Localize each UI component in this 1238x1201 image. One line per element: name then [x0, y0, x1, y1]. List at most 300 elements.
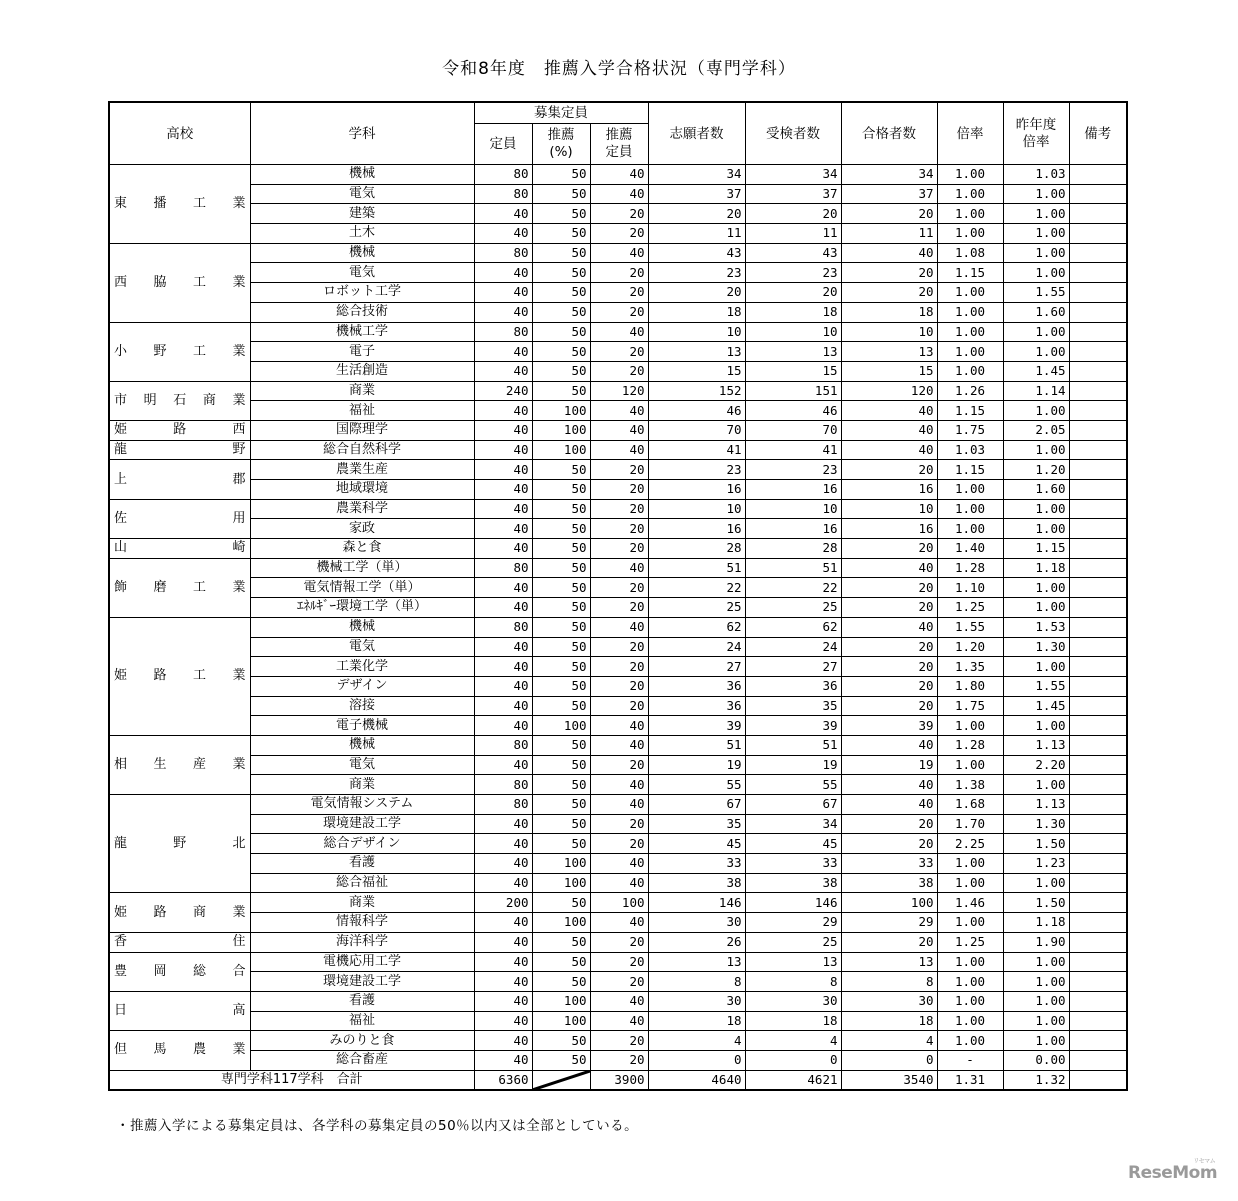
- quota-cell: 40: [474, 834, 532, 854]
- rec-quota-cell: 20: [590, 676, 648, 696]
- applicants-cell: 20: [648, 204, 745, 224]
- rec-pct-cell: 50: [532, 578, 590, 598]
- header-dept: 学科: [250, 102, 474, 165]
- examinees-cell: 13: [745, 952, 841, 972]
- passed-cell: 0: [841, 1050, 937, 1070]
- ratio-cell: 1.46: [937, 893, 1003, 913]
- prev-ratio-cell: 1.00: [1003, 991, 1069, 1011]
- school-name: 香住: [109, 932, 250, 952]
- quota-cell: 40: [474, 1011, 532, 1031]
- examinees-cell: 39: [745, 716, 841, 736]
- quota-cell: 40: [474, 342, 532, 362]
- ratio-cell: 1.00: [937, 1031, 1003, 1051]
- passed-cell: 8: [841, 972, 937, 992]
- rec-quota-cell: 20: [590, 932, 648, 952]
- examinees-cell: 16: [745, 519, 841, 539]
- rec-quota-cell: 20: [590, 657, 648, 677]
- total-applicants: 4640: [648, 1070, 745, 1090]
- rec-quota-cell: 40: [590, 558, 648, 578]
- table-row: [109, 539, 1127, 559]
- ratio-cell: 1.00: [937, 184, 1003, 204]
- rec-pct-cell: 50: [532, 283, 590, 303]
- remarks-cell: [1069, 165, 1127, 185]
- prev-ratio-cell: 1.03: [1003, 165, 1069, 185]
- ratio-cell: 1.00: [937, 283, 1003, 303]
- ratio-cell: 1.00: [937, 224, 1003, 244]
- ratio-cell: 1.25: [937, 598, 1003, 618]
- applicants-cell: 11: [648, 224, 745, 244]
- table-row: [109, 243, 1127, 263]
- examinees-cell: 43: [745, 243, 841, 263]
- quota-cell: 40: [474, 913, 532, 933]
- dept-name-cell: デザイン: [250, 676, 474, 696]
- rec-pct-cell: 50: [532, 302, 590, 322]
- table-row: [109, 480, 1127, 500]
- passed-cell: 20: [841, 834, 937, 854]
- dept-name-cell: 電子: [250, 342, 474, 362]
- prev-ratio-cell: 1.00: [1003, 342, 1069, 362]
- remarks-cell: [1069, 480, 1127, 500]
- header-examinees: 受検者数: [745, 102, 841, 165]
- prev-ratio-cell: 1.45: [1003, 361, 1069, 381]
- rec-quota-cell: 20: [590, 342, 648, 362]
- prev-ratio-cell: 1.30: [1003, 637, 1069, 657]
- page-title: 令和8年度 推薦入学合格状況（専門学科）: [442, 59, 796, 79]
- rec-quota-cell: 20: [590, 480, 648, 500]
- passed-cell: 20: [841, 637, 937, 657]
- table-row: [109, 1031, 1127, 1051]
- table-row: [109, 322, 1127, 342]
- ratio-cell: 1.80: [937, 676, 1003, 696]
- quota-cell: 40: [474, 480, 532, 500]
- quota-cell: 40: [474, 755, 532, 775]
- prev-ratio-cell: 1.00: [1003, 716, 1069, 736]
- ratio-cell: 1.08: [937, 243, 1003, 263]
- passed-cell: 20: [841, 578, 937, 598]
- remarks-cell: [1069, 204, 1127, 224]
- passed-cell: 13: [841, 342, 937, 362]
- prev-ratio-cell: 1.00: [1003, 263, 1069, 283]
- rec-quota-cell: 20: [590, 499, 648, 519]
- ratio-cell: 1.00: [937, 952, 1003, 972]
- applicants-cell: 36: [648, 696, 745, 716]
- quota-cell: 80: [474, 617, 532, 637]
- quota-cell: 40: [474, 932, 532, 952]
- quota-cell: 40: [474, 204, 532, 224]
- prev-ratio-cell: 1.50: [1003, 834, 1069, 854]
- table-row: [109, 617, 1127, 637]
- quota-cell: 40: [474, 224, 532, 244]
- ratio-cell: 2.25: [937, 834, 1003, 854]
- passed-cell: 40: [841, 401, 937, 421]
- applicants-cell: 22: [648, 578, 745, 598]
- table-row: [109, 558, 1127, 578]
- examinees-cell: 0: [745, 1050, 841, 1070]
- passed-cell: 20: [841, 539, 937, 559]
- ratio-cell: 1.00: [937, 361, 1003, 381]
- prev-ratio-cell: 1.00: [1003, 440, 1069, 460]
- table-row: [109, 716, 1127, 736]
- prev-ratio-cell: 1.00: [1003, 243, 1069, 263]
- prev-ratio-cell: 1.60: [1003, 480, 1069, 500]
- rec-quota-cell: 40: [590, 716, 648, 736]
- passed-cell: 20: [841, 696, 937, 716]
- header-ratio: 倍率: [937, 102, 1003, 165]
- passed-cell: 16: [841, 480, 937, 500]
- applicants-cell: 35: [648, 814, 745, 834]
- ratio-cell: 1.00: [937, 519, 1003, 539]
- rec-quota-cell: 120: [590, 381, 648, 401]
- passed-cell: 40: [841, 440, 937, 460]
- applicants-cell: 152: [648, 381, 745, 401]
- rec-pct-cell: 50: [532, 263, 590, 283]
- school-name: 東播工業: [109, 165, 250, 244]
- applicants-cell: 13: [648, 952, 745, 972]
- rec-pct-cell: 100: [532, 420, 590, 440]
- applicants-cell: 46: [648, 401, 745, 421]
- passed-cell: 20: [841, 814, 937, 834]
- rec-quota-cell: 100: [590, 893, 648, 913]
- school-name: 相生産業: [109, 735, 250, 794]
- remarks-cell: [1069, 539, 1127, 559]
- rec-pct-cell: 100: [532, 401, 590, 421]
- passed-cell: 40: [841, 420, 937, 440]
- passed-cell: 20: [841, 932, 937, 952]
- header-applicants: 志願者数: [648, 102, 745, 165]
- dept-name-cell: 電気: [250, 263, 474, 283]
- quota-cell: 40: [474, 361, 532, 381]
- table-row: [109, 972, 1127, 992]
- ratio-cell: 1.70: [937, 814, 1003, 834]
- school-name: 山崎: [109, 539, 250, 559]
- table-row: [109, 854, 1127, 874]
- remarks-cell: [1069, 1050, 1127, 1070]
- prev-ratio-cell: 1.00: [1003, 578, 1069, 598]
- total-ratio: 1.31: [937, 1070, 1003, 1090]
- remarks-cell: [1069, 381, 1127, 401]
- prev-ratio-cell: 1.45: [1003, 696, 1069, 716]
- remarks-cell: [1069, 361, 1127, 381]
- remarks-cell: [1069, 657, 1127, 677]
- remarks-cell: [1069, 440, 1127, 460]
- ratio-cell: 1.00: [937, 716, 1003, 736]
- remarks-cell: [1069, 401, 1127, 421]
- rec-quota-cell: 20: [590, 755, 648, 775]
- rec-quota-cell: 40: [590, 735, 648, 755]
- applicants-cell: 24: [648, 637, 745, 657]
- rec-quota-cell: 40: [590, 854, 648, 874]
- quota-cell: 40: [474, 854, 532, 874]
- dept-name-cell: 電気情報システム: [250, 795, 474, 815]
- prev-ratio-cell: 1.50: [1003, 893, 1069, 913]
- applicants-cell: 55: [648, 775, 745, 795]
- table-row: [109, 696, 1127, 716]
- prev-ratio-cell: 1.18: [1003, 558, 1069, 578]
- quota-cell: 80: [474, 735, 532, 755]
- examinees-cell: 25: [745, 598, 841, 618]
- ratio-cell: 1.00: [937, 322, 1003, 342]
- table-row: [109, 184, 1127, 204]
- rec-quota-cell: 40: [590, 243, 648, 263]
- passed-cell: 34: [841, 165, 937, 185]
- remarks-cell: [1069, 834, 1127, 854]
- rec-pct-cell: 50: [532, 952, 590, 972]
- dept-name-cell: 生活創造: [250, 361, 474, 381]
- passed-cell: 20: [841, 204, 937, 224]
- school-name: 龍野: [109, 440, 250, 460]
- remarks-cell: [1069, 696, 1127, 716]
- passed-cell: 40: [841, 735, 937, 755]
- applicants-cell: 70: [648, 420, 745, 440]
- rec-quota-cell: 20: [590, 302, 648, 322]
- quota-cell: 40: [474, 696, 532, 716]
- ratio-cell: 1.10: [937, 578, 1003, 598]
- table-row: [109, 499, 1127, 519]
- table-row: [109, 657, 1127, 677]
- examinees-cell: 34: [745, 814, 841, 834]
- passed-cell: 100: [841, 893, 937, 913]
- quota-cell: 40: [474, 716, 532, 736]
- prev-ratio-cell: 0.00: [1003, 1050, 1069, 1070]
- rec-pct-cell: 50: [532, 696, 590, 716]
- examinees-cell: 55: [745, 775, 841, 795]
- applicants-cell: 51: [648, 735, 745, 755]
- dept-name-cell: 商業: [250, 381, 474, 401]
- quota-cell: 240: [474, 381, 532, 401]
- examinees-cell: 46: [745, 401, 841, 421]
- school-name: 西脇工業: [109, 243, 250, 322]
- examinees-cell: 41: [745, 440, 841, 460]
- quota-cell: 40: [474, 991, 532, 1011]
- ratio-cell: 1.55: [937, 617, 1003, 637]
- dept-name-cell: 海洋科学: [250, 932, 474, 952]
- rec-quota-cell: 40: [590, 401, 648, 421]
- table-footer: [109, 1070, 1127, 1090]
- rec-pct-cell: 50: [532, 381, 590, 401]
- remarks-cell: [1069, 558, 1127, 578]
- rec-pct-cell: 50: [532, 243, 590, 263]
- remarks-cell: [1069, 932, 1127, 952]
- remarks-cell: [1069, 814, 1127, 834]
- passed-cell: 30: [841, 991, 937, 1011]
- dept-name-cell: 機械: [250, 165, 474, 185]
- rec-pct-cell: 50: [532, 598, 590, 618]
- examinees-cell: 24: [745, 637, 841, 657]
- remarks-cell: [1069, 499, 1127, 519]
- ratio-cell: 1.00: [937, 873, 1003, 893]
- dept-name-cell: 機械: [250, 735, 474, 755]
- applicants-cell: 43: [648, 243, 745, 263]
- remarks-cell: [1069, 420, 1127, 440]
- table-row: [109, 440, 1127, 460]
- dept-name-cell: 国際理学: [250, 420, 474, 440]
- table-row: [109, 420, 1127, 440]
- dept-name-cell: 情報科学: [250, 913, 474, 933]
- applicants-cell: 10: [648, 499, 745, 519]
- total-rec-pct-slash: [532, 1070, 590, 1090]
- quota-cell: 40: [474, 499, 532, 519]
- passed-cell: 40: [841, 558, 937, 578]
- table-row: [109, 283, 1127, 303]
- remarks-cell: [1069, 263, 1127, 283]
- prev-ratio-cell: 1.00: [1003, 401, 1069, 421]
- passed-cell: 11: [841, 224, 937, 244]
- dept-name-cell: 機械: [250, 243, 474, 263]
- quota-cell: 40: [474, 1031, 532, 1051]
- rec-pct-cell: 50: [532, 814, 590, 834]
- passed-cell: 20: [841, 283, 937, 303]
- dept-name-cell: 機械: [250, 617, 474, 637]
- ratio-cell: 1.75: [937, 420, 1003, 440]
- remarks-cell: [1069, 283, 1127, 303]
- prev-ratio-cell: 1.00: [1003, 499, 1069, 519]
- examinees-cell: 10: [745, 499, 841, 519]
- applicants-cell: 67: [648, 795, 745, 815]
- ratio-cell: 1.15: [937, 401, 1003, 421]
- table-row: [109, 263, 1127, 283]
- prev-ratio-cell: 1.53: [1003, 617, 1069, 637]
- applicants-cell: 4: [648, 1031, 745, 1051]
- rec-pct-cell: 50: [532, 204, 590, 224]
- quota-cell: 80: [474, 184, 532, 204]
- applicants-cell: 13: [648, 342, 745, 362]
- examinees-cell: 45: [745, 834, 841, 854]
- examinees-cell: 4: [745, 1031, 841, 1051]
- total-remarks: [1069, 1070, 1127, 1090]
- table-row: [109, 578, 1127, 598]
- rec-quota-cell: 20: [590, 224, 648, 244]
- applicants-cell: 37: [648, 184, 745, 204]
- school-name: 但馬農業: [109, 1031, 250, 1070]
- passed-cell: 29: [841, 913, 937, 933]
- remarks-cell: [1069, 854, 1127, 874]
- quota-cell: 40: [474, 302, 532, 322]
- rec-pct-cell: 50: [532, 184, 590, 204]
- rec-pct-cell: 50: [532, 519, 590, 539]
- dept-name-cell: 商業: [250, 893, 474, 913]
- applicants-cell: 30: [648, 991, 745, 1011]
- dept-name-cell: 農業生産: [250, 460, 474, 480]
- quota-cell: 80: [474, 775, 532, 795]
- passed-cell: 18: [841, 1011, 937, 1031]
- rec-pct-cell: 50: [532, 342, 590, 362]
- total-prev-ratio: 1.32: [1003, 1070, 1069, 1090]
- prev-ratio-cell: 1.55: [1003, 283, 1069, 303]
- applicants-cell: 38: [648, 873, 745, 893]
- rec-quota-cell: 20: [590, 539, 648, 559]
- dept-name-cell: 商業: [250, 775, 474, 795]
- prev-ratio-cell: 1.00: [1003, 322, 1069, 342]
- quota-cell: 40: [474, 578, 532, 598]
- logo-subtext: リセマム: [1193, 1158, 1216, 1165]
- passed-cell: 120: [841, 381, 937, 401]
- rec-quota-cell: 20: [590, 263, 648, 283]
- table-row: [109, 519, 1127, 539]
- ratio-cell: 1.00: [937, 342, 1003, 362]
- quota-cell: 40: [474, 657, 532, 677]
- remarks-cell: [1069, 873, 1127, 893]
- quota-cell: 40: [474, 519, 532, 539]
- quota-cell: 200: [474, 893, 532, 913]
- prev-ratio-cell: 1.23: [1003, 854, 1069, 874]
- logo-text: ReseMom: [1128, 1163, 1218, 1183]
- rec-quota-cell: 20: [590, 1031, 648, 1051]
- rec-pct-cell: 50: [532, 165, 590, 185]
- remarks-cell: [1069, 184, 1127, 204]
- ratio-cell: 1.15: [937, 460, 1003, 480]
- table-row: [109, 598, 1127, 618]
- applicants-cell: 33: [648, 854, 745, 874]
- applicants-cell: 28: [648, 539, 745, 559]
- school-name: 日高: [109, 991, 250, 1030]
- dept-name-cell: 環境建設工学: [250, 972, 474, 992]
- school-name: 佐用: [109, 499, 250, 538]
- examinees-cell: 36: [745, 676, 841, 696]
- examinees-cell: 30: [745, 991, 841, 1011]
- rec-pct-cell: 50: [532, 558, 590, 578]
- table-row: [109, 637, 1127, 657]
- remarks-cell: [1069, 952, 1127, 972]
- rec-quota-cell: 20: [590, 637, 648, 657]
- rec-quota-cell: 40: [590, 440, 648, 460]
- applicants-cell: 16: [648, 480, 745, 500]
- dept-name-cell: 電機応用工学: [250, 952, 474, 972]
- rec-quota-cell: 40: [590, 617, 648, 637]
- rec-pct-cell: 100: [532, 716, 590, 736]
- footnote: ・推薦入学による募集定員は、各学科の募集定員の50％以内又は全部としている。: [116, 1118, 639, 1134]
- remarks-cell: [1069, 302, 1127, 322]
- prev-ratio-cell: 1.00: [1003, 873, 1069, 893]
- dept-name-cell: 福祉: [250, 1011, 474, 1031]
- applicants-cell: 62: [648, 617, 745, 637]
- rec-quota-cell: 20: [590, 1050, 648, 1070]
- quota-cell: 80: [474, 795, 532, 815]
- school-name: 小野工業: [109, 322, 250, 381]
- examinees-cell: 35: [745, 696, 841, 716]
- rec-quota-cell: 20: [590, 204, 648, 224]
- table-row: [109, 401, 1127, 421]
- dept-name-cell: 総合技術: [250, 302, 474, 322]
- ratio-cell: 1.00: [937, 204, 1003, 224]
- examinees-cell: 19: [745, 755, 841, 775]
- remarks-cell: [1069, 972, 1127, 992]
- table-row: [109, 204, 1127, 224]
- passed-cell: 16: [841, 519, 937, 539]
- applicants-cell: 19: [648, 755, 745, 775]
- dept-name-cell: 土木: [250, 224, 474, 244]
- examinees-cell: 27: [745, 657, 841, 677]
- header-quota: 定員: [474, 124, 532, 165]
- quota-cell: 40: [474, 401, 532, 421]
- examinees-cell: 151: [745, 381, 841, 401]
- dept-name-cell: 機械工学（単）: [250, 558, 474, 578]
- table-row: [109, 834, 1127, 854]
- school-name: 姫路西: [109, 420, 250, 440]
- rec-pct-cell: 50: [532, 657, 590, 677]
- applicants-cell: 30: [648, 913, 745, 933]
- passed-cell: 19: [841, 755, 937, 775]
- ratio-cell: 1.15: [937, 263, 1003, 283]
- remarks-cell: [1069, 342, 1127, 362]
- passed-cell: 20: [841, 676, 937, 696]
- applicants-cell: 23: [648, 263, 745, 283]
- rec-pct-cell: 50: [532, 460, 590, 480]
- remarks-cell: [1069, 676, 1127, 696]
- table-row: [109, 342, 1127, 362]
- ratio-cell: 1.68: [937, 795, 1003, 815]
- prev-ratio-cell: 1.15: [1003, 539, 1069, 559]
- rec-quota-cell: 40: [590, 795, 648, 815]
